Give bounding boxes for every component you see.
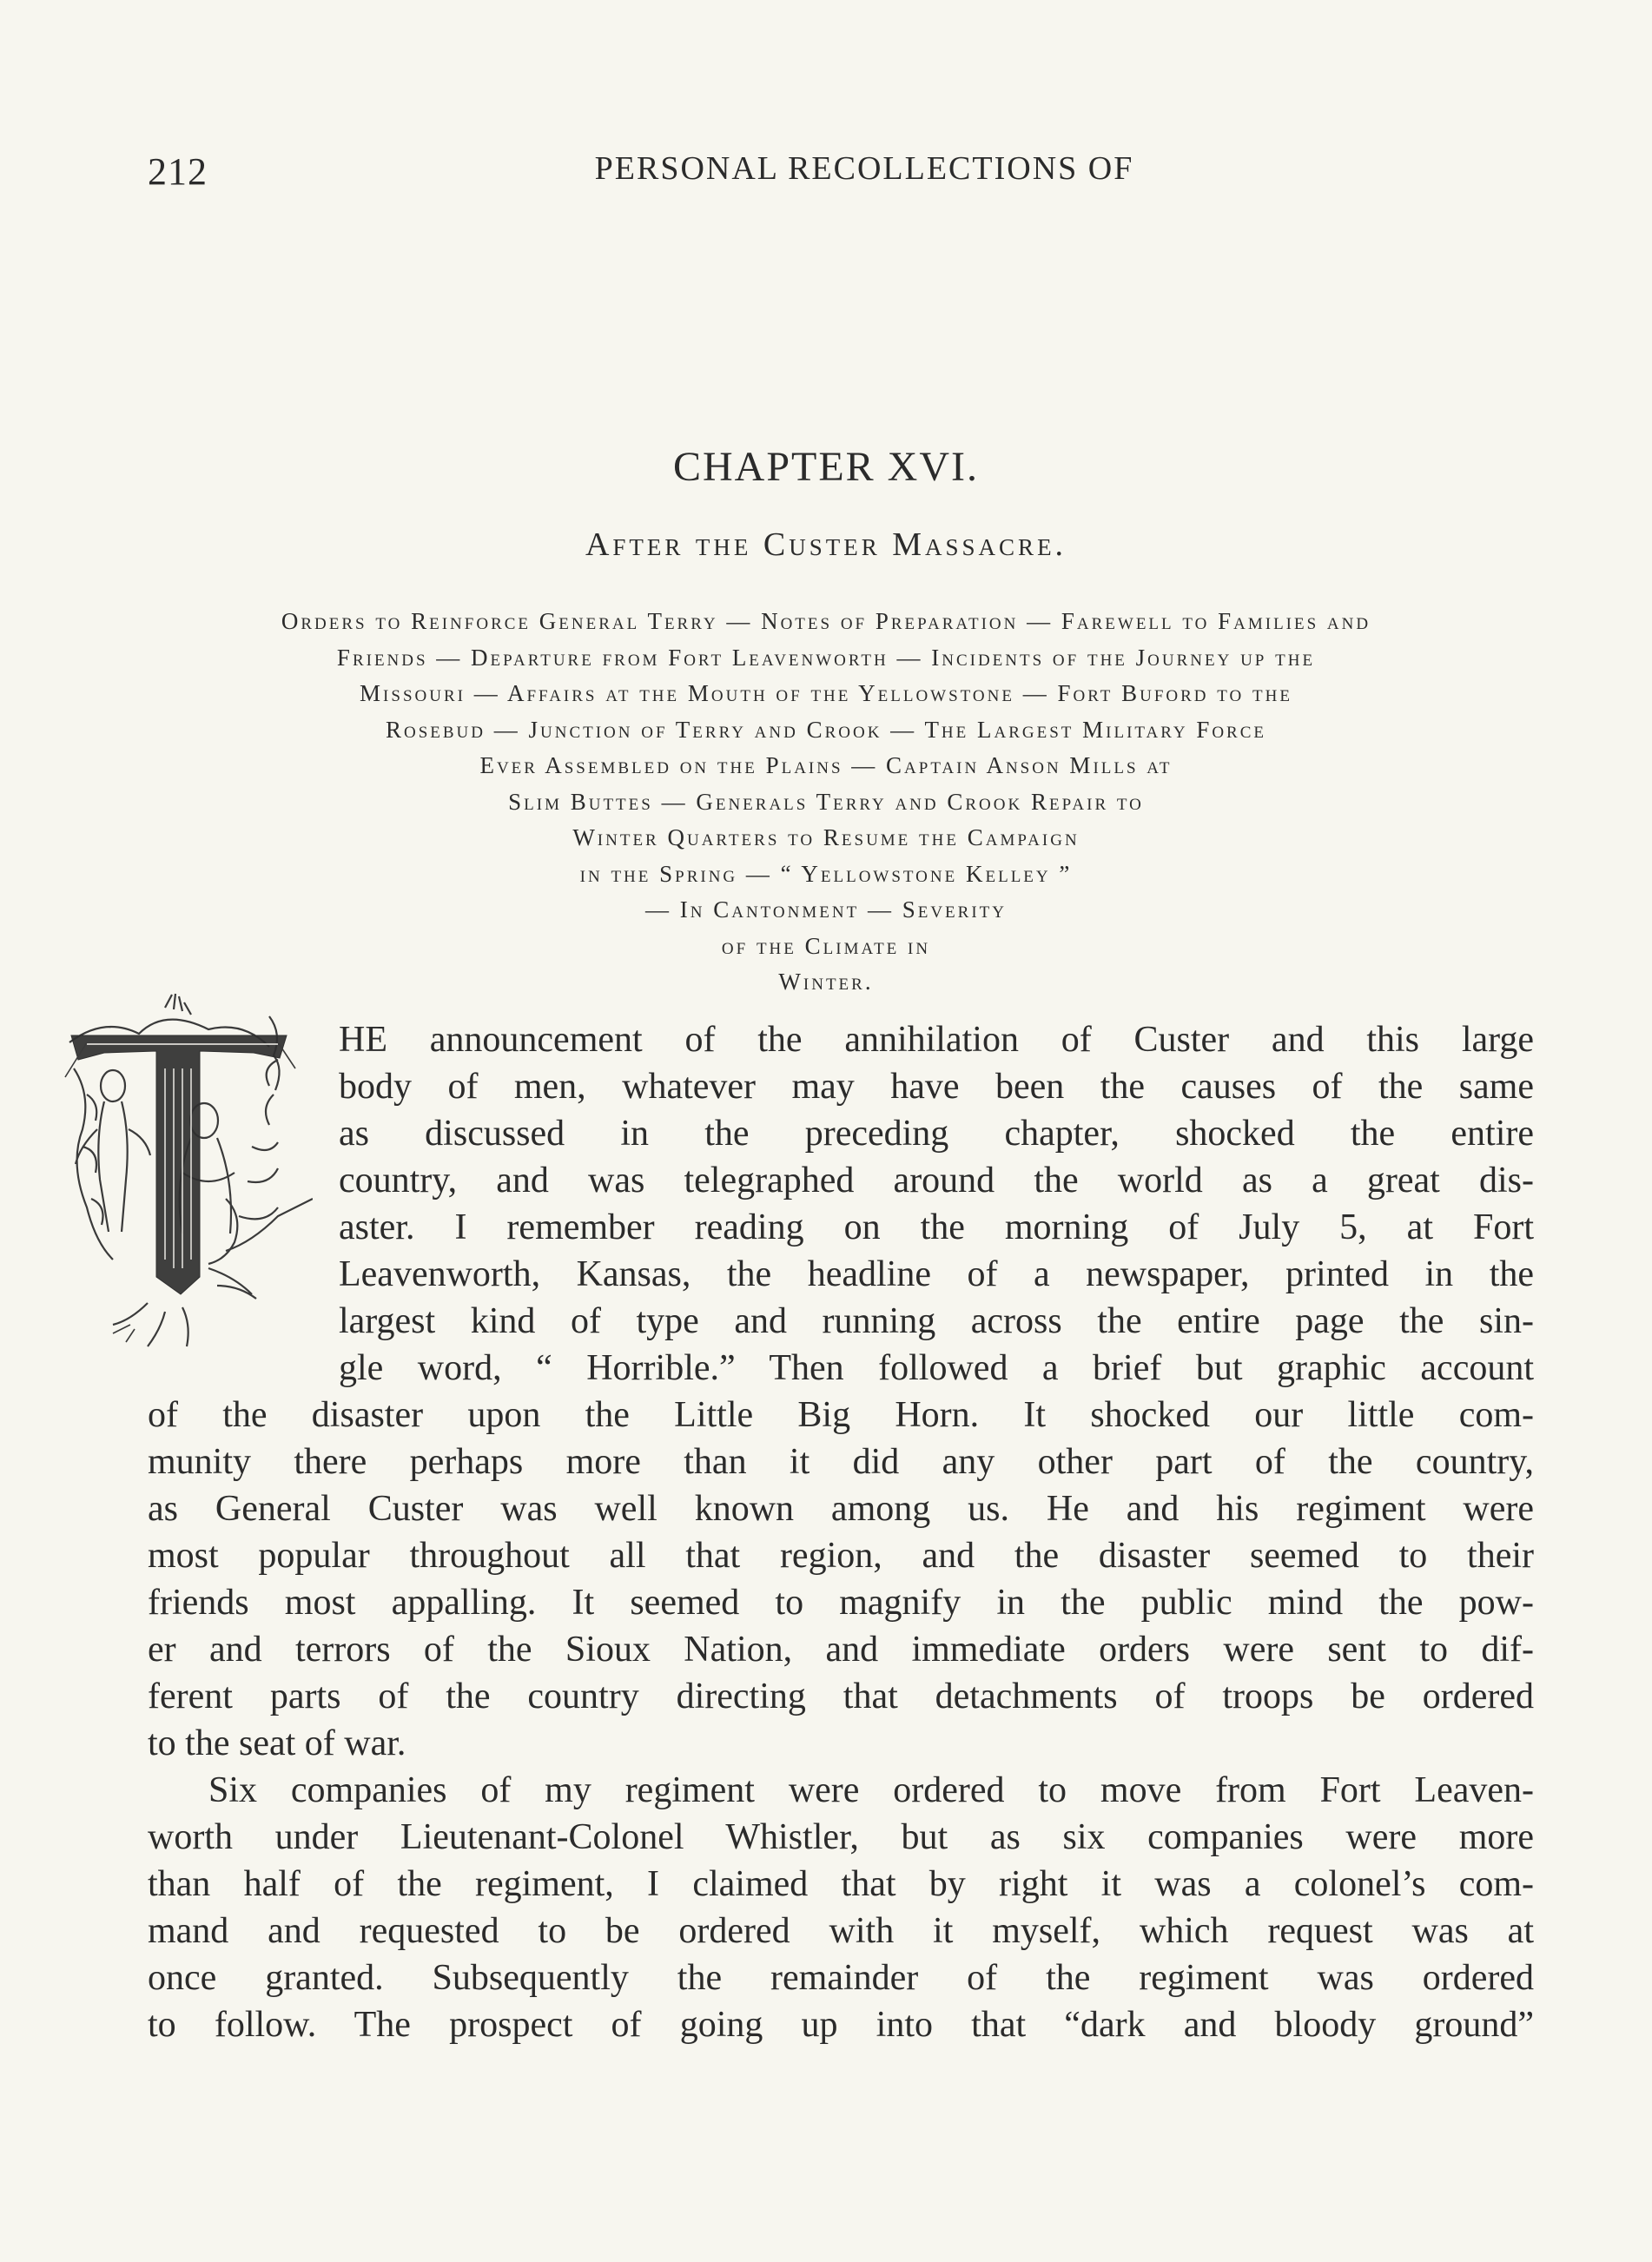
- synopsis-line: Slim Buttes — Generals Terry and Crook Repair to: [508, 788, 1144, 815]
- body-line: gle word, “ Horrible.” Then followed a brief but graphic account: [339, 1348, 1534, 1388]
- body-line: Six companies of my regiment were ordered to move from Fort Leaven-: [208, 1770, 1534, 1810]
- body-line: ferent parts of the country directing that detachments of troops be ordered: [148, 1677, 1534, 1716]
- body-line: most popular throughout all that region, and the disaster seemed to their: [148, 1536, 1534, 1576]
- body-line: worth under Lieutenant-Colonel Whistler, but as six companies were more: [148, 1817, 1534, 1857]
- body-line: er and terrors of the Sioux Nation, and immediate orders were sent to dif-: [148, 1630, 1534, 1670]
- body-line: to follow. The prospect of going up into that “dark and bloody ground”: [148, 2005, 1534, 2045]
- synopsis-line: Missouri — Affairs at the Mouth of the Yellowstone — Fort Buford to the: [360, 680, 1292, 706]
- body-line: mand and requested to be ordered with it myself, which request was at: [148, 1911, 1534, 1951]
- page-number: 212: [148, 150, 208, 193]
- body-line: aster. I remember reading on the morning of July 5, at Fort: [339, 1207, 1534, 1247]
- body-line: as General Custer was well known among us. He and his regiment were: [148, 1489, 1534, 1529]
- synopsis-line: Winter.: [778, 969, 874, 995]
- body-line: largest kind of type and running across the entire page the sin-: [339, 1301, 1534, 1341]
- chapter-synopsis: [139, 604, 1513, 1001]
- body-line: once granted. Subsequently the remainder of the regiment was ordered: [148, 1958, 1534, 1998]
- body-line: body of men, whatever may have been the causes of the same: [339, 1067, 1534, 1107]
- body-line: friends most appalling. It seemed to magnify in the public mind the pow-: [148, 1583, 1534, 1623]
- body-line: as discussed in the preceding chapter, shocked the entire: [339, 1114, 1534, 1154]
- body-line: HE announcement of the annihilation of Custer and this large: [339, 1020, 1534, 1060]
- running-head: [148, 149, 1529, 202]
- synopsis-line: Rosebud — Junction of Terry and Crook — The Largest Military Force: [385, 716, 1267, 743]
- body-line: country, and was telegraphed around the world as a great dis-: [339, 1161, 1534, 1200]
- body-line: of the disaster upon the Little Big Horn. It shocked our little com-: [148, 1395, 1534, 1435]
- chapter-title: After the Custer Massacre.: [585, 526, 1067, 563]
- body-line: munity there perhaps more than it did any other part of the country,: [148, 1442, 1534, 1482]
- synopsis-line: Orders to Reinforce General Terry — Notes of Preparation — Farewell to Families and: [281, 608, 1371, 634]
- body-line: to the seat of war.: [148, 1723, 406, 1763]
- synopsis-line: — In Cantonment — Severity: [645, 896, 1007, 923]
- synopsis-line: Friends — Departure from Fort Leavenworth — Incidents of the Journey up the: [336, 644, 1316, 671]
- synopsis-line: in the Spring — “ Yellowstone Kelley ”: [579, 860, 1073, 887]
- body-line: than half of the regiment, I claimed that by right it was a colonel’s com-: [148, 1864, 1534, 1904]
- body-line: Leavenworth, Kansas, the headline of a newspaper, printed in the: [339, 1254, 1534, 1294]
- synopsis-line: Winter Quarters to Resume the Campaign: [572, 824, 1080, 850]
- running-title: PERSONAL RECOLLECTIONS OF: [594, 150, 1134, 187]
- synopsis-line: of the Climate in: [721, 932, 931, 959]
- synopsis-line: Ever Assembled on the Plains — Captain Anson Mills at: [479, 752, 1173, 778]
- chapter-number: CHAPTER XVI.: [672, 444, 979, 490]
- body-text: [148, 1016, 1534, 2048]
